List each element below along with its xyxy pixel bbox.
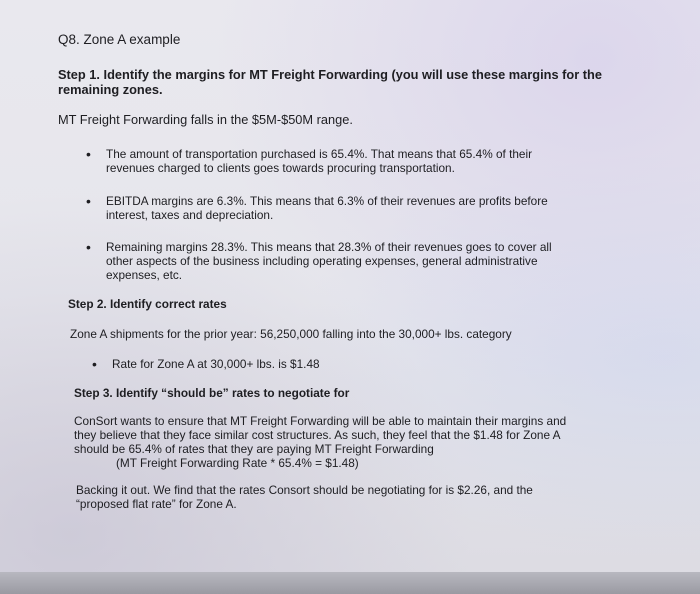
- bullet3-line3: expenses, etc.: [106, 268, 183, 282]
- bullet-marker: •: [86, 146, 91, 162]
- step3-line2: they believe that they face similar cost structures. As such, they feel that the $1.48 for Zone A: [74, 428, 561, 442]
- bullet2-line1: EBITDA margins are 6.3%. This means that 6.3% of their revenues are profits before: [106, 194, 548, 208]
- step3-heading: Step 3. Identify “should be” rates to negotiate for: [74, 386, 350, 400]
- step2-shipments: Zone A shipments for the prior year: 56,250,000 falling into the 30,000+ lbs. category: [70, 327, 512, 341]
- step1-intro: MT Freight Forwarding falls in the $5M-$50M range.: [58, 112, 353, 127]
- bullet-marker: •: [86, 193, 91, 209]
- bullet-marker: •: [86, 239, 91, 255]
- step1-heading-line2: remaining zones.: [58, 82, 163, 97]
- step1-heading-line1: Step 1. Identify the margins for MT Freight Forwarding (you will use these margins for the: [58, 67, 602, 82]
- conclusion-line2: “proposed flat rate” for Zone A.: [76, 497, 237, 511]
- bullet3-line2: other aspects of the business including operating expenses, general administrative: [106, 254, 538, 268]
- bullet-marker: •: [92, 356, 97, 372]
- bullet1-line1: The amount of transportation purchased is 65.4%. That means that 65.4% of their: [106, 147, 533, 161]
- step2-heading: Step 2. Identify correct rates: [68, 297, 227, 311]
- bullet2-line2: interest, taxes and depreciation.: [106, 208, 274, 222]
- bullet3-line1: Remaining margins 28.3%. This means that 28.3% of their revenues goes to cover all: [106, 240, 552, 254]
- bullet1-line2: revenues charged to clients goes towards procuring transportation.: [106, 161, 455, 175]
- step3-line1: ConSort wants to ensure that MT Freight Forwarding will be able to maintain their margins and: [74, 414, 567, 428]
- photo-bottom-edge: [0, 572, 700, 594]
- question-title: Q8. Zone A example: [58, 32, 181, 47]
- step3-formula: (MT Freight Forwarding Rate * 65.4% = $1.48): [116, 456, 359, 470]
- step2-rate: Rate for Zone A at 30,000+ lbs. is $1.48: [112, 357, 320, 371]
- conclusion-line1: Backing it out. We find that the rates Consort should be negotiating for is $2.26, and the: [76, 483, 533, 497]
- step3-line3: should be 65.4% of rates that they are paying MT Freight Forwarding: [74, 442, 434, 456]
